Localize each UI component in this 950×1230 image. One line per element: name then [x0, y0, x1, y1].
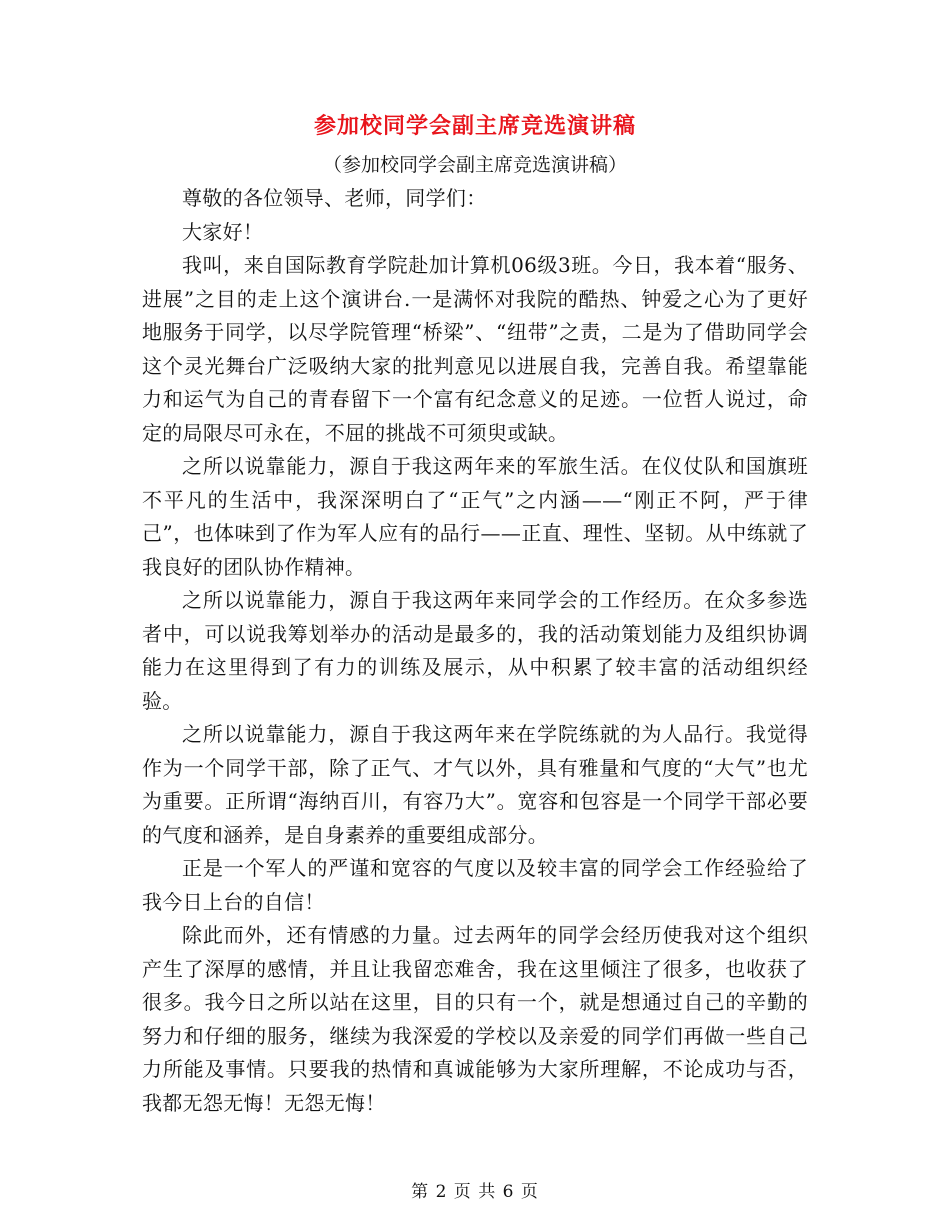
document-title: 参加校同学会副主席竞选演讲稿 — [313, 113, 636, 139]
paragraph-introduction: 我叫，来自国际教育学院赴加计算机06级3班。今日，我本着“服务、进展”之目的走上这个演讲台.一是满怀对我院的酷热、钟爱之心为了更好地服务于同学，以尽学院管理“桥梁”、“纽带”之责，二是为了借助同学会这个灵光舞台广泛吸纳大家的批判意见以进展自我，完善自我。希望靠能力和运气为自己的青春留下一个富有纪念意义的足迹。一位哲人说过，命定的局限尽可永在，不屈的挑战不可须臾或缺。 — [142, 253, 808, 445]
document-subtitle: （参加校同学会副主席竞选演讲稿） — [322, 154, 627, 176]
page-number-footer: 第 2 页 共 6 页 — [411, 1182, 539, 1202]
paragraph-work-experience: 之所以说靠能力，源自于我这两年来同学会的工作经历。在众多参选者中，可以说我筹划举办的活动是最多的，我的活动策划能力及组织协调能力在这里得到了有力的训练及展示，从中积累了较丰富的活动组织经验。 — [142, 588, 808, 713]
paragraph-greeting: 大家好！ — [182, 219, 264, 244]
document-body — [142, 104, 808, 1120]
paragraph-emotion: 除此而外，还有情感的力量。过去两年的同学会经历使我对这个组织产生了深厚的感情，并且让我留恋难舍，我在这里倾注了很多，也收获了很多。我今日之所以站在这里，目的只有一个，就是想通过自己的辛勤的努力和仔细的服务，继续为我深爱的学校以及亲爱的同学们再做一些自己力所能及事情。只要我的热情和真诚能够为大家所理解，不论成功与否，我都无怨无悔！无怨无悔！ — [142, 923, 808, 1115]
paragraph-character: 之所以说靠能力，源自于我这两年来在学院练就的为人品行。我觉得作为一个同学干部，除了正气、才气以外，具有雅量和气度的“大气”也尤为重要。正所谓“海纳百川，有容乃大”。宽容和包容是一个同学干部必要的气度和涵养，是自身素养的重要组成部分。 — [142, 722, 808, 847]
paragraph-salutation: 尊敬的各位领导、老师，同学们： — [182, 186, 487, 210]
paragraph-military-life: 之所以说靠能力，源自于我这两年来的军旅生活。在仪仗队和国旗班不平凡的生活中，我深深明白了“正气”之内涵——“刚正不阿，严于律己”，也体味到了作为军人应有的品行——正直、理性、坚韧。从中练就了我良好的团队协作精神。 — [142, 454, 808, 579]
paragraph-confidence: 正是一个军人的严谨和宽容的气度以及较丰富的同学会工作经验给了我今日上台的自信！ — [142, 856, 808, 914]
